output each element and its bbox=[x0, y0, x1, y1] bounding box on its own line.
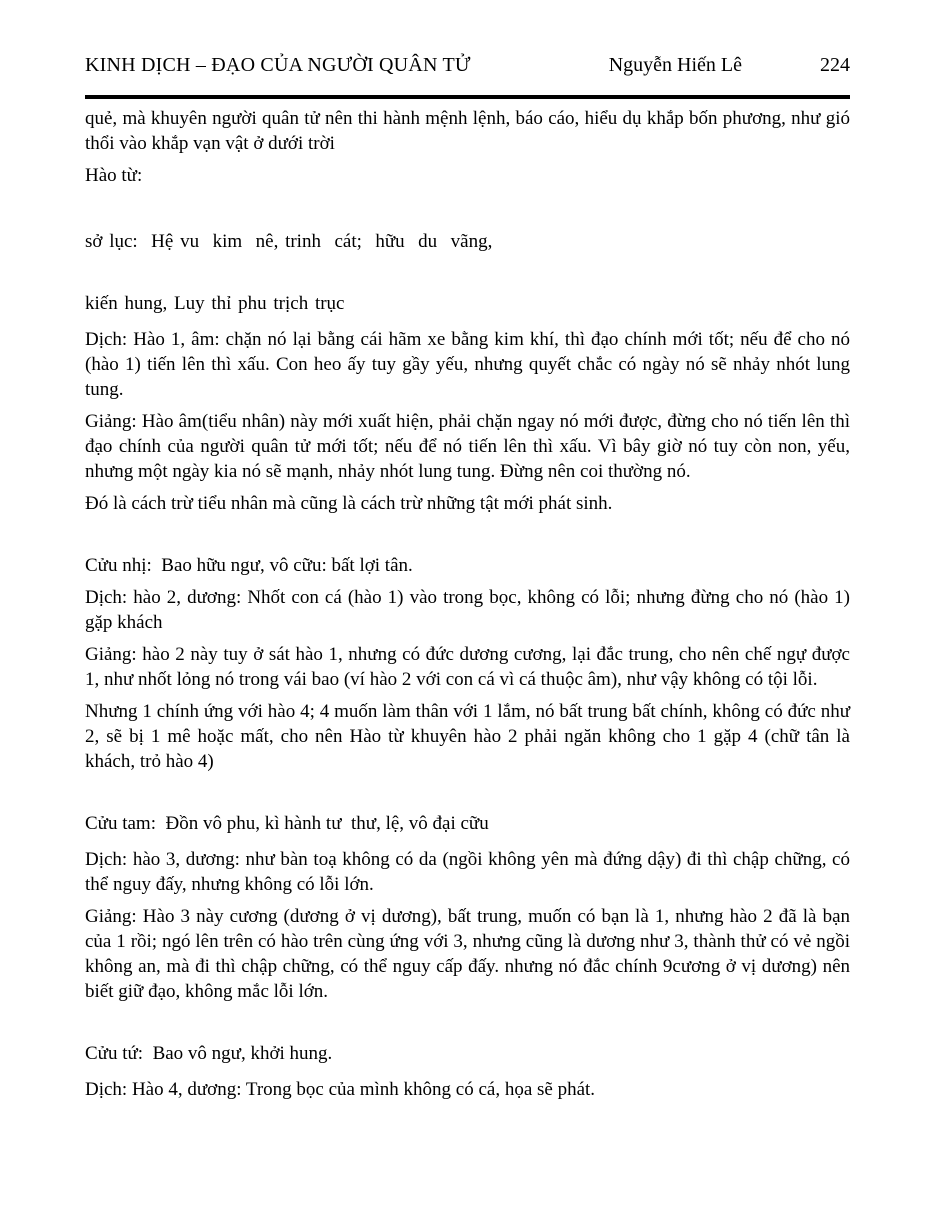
giang-hao-2-continuation: Nhưng 1 chính ứng với hào 4; 4 muốn làm thân với 1 lắm, nó bất trung bất chính, không có đức như 2, sẽ bị 1 mê hoặc mất, cho nên Hào từ khuyên hào 2 phải ngăn không cho 1 gặp 4 (chữ tân là khách, trỏ hào 4) bbox=[85, 701, 850, 772]
book-title: KINH DỊCH – ĐẠO CỦA NGƯỜI QUÂN TỬ bbox=[85, 54, 471, 76]
hao-tu-quote-line-2: kiến hung, Luy thỉ phu trịch trục bbox=[85, 293, 345, 314]
giang-hao-3-paragraph: Giảng: Hào 3 này cương (dương ở vị dương), bất trung, muốn có bạn là 1, nhưng hào 2 đã là bạn của 1 rồi; ngó lên trên có hào trên cùng ứng với 3, nhưng cũng là dương như 3, thành thử có vẻ ngồi không an, mà đi thì chập chững, có thể nguy cấp đấy. nhưng nó đắc chính 9cương ở vị dương) nên biết giữ đạo, không mắc lỗi lớn. bbox=[85, 906, 850, 1002]
dich-hao-3-paragraph: Dịch: hào 3, dương: như bàn toạ không có da (ngồi không yên mà đứng dậy) đi thì chập chững, có thể nguy đấy, nhưng không có lỗi lớn. bbox=[85, 849, 850, 895]
note-paragraph: Đó là cách trừ tiểu nhân mà cũng là cách trừ những tật mới phát sinh. bbox=[85, 493, 613, 514]
hao-tu-quote-line-1: sở lục: Hệ vu kim nê, trinh cát; hữu du vãng, bbox=[85, 231, 493, 252]
header-divider-rule bbox=[85, 95, 850, 99]
hao-tu-label: Hào từ: bbox=[85, 165, 143, 186]
dich-hao-2-paragraph: Dịch: hào 2, dương: Nhốt con cá (hào 1) vào trong bọc, không có lỗi; nhưng đừng cho nó (hào 1) gặp khách bbox=[85, 587, 850, 633]
cuu-tam-heading: Cửu tam: Đồn vô phu, kì hành tư thư, lệ, vô đại cữu bbox=[85, 813, 489, 834]
body-paragraph-continuation: quẻ, mà khuyên người quân tử nên thi hành mệnh lệnh, báo cáo, hiểu dụ khắp bốn phương, như gió thổi vào khắp vạn vật ở dưới trời bbox=[85, 108, 850, 154]
giang-hao-1-paragraph: Giảng: Hào âm(tiểu nhân) này mới xuất hiện, phải chặn ngay nó mới được, đừng cho nó tiến lên thì đạo chính của người quân tử mới tốt; nếu để nó tiến lên thì xấu. Vì bây giờ nó tuy còn non, yếu, nhưng một ngày kia nó sẽ mạnh, nhảy nhót lung tung. Đừng nên coi thường nó. bbox=[85, 411, 850, 482]
author-name: Nguyễn Hiến Lê bbox=[608, 54, 742, 76]
dich-hao-4-paragraph: Dịch: Hào 4, dương: Trong bọc của mình không có cá, họa sẽ phát. bbox=[85, 1079, 596, 1100]
dich-hao-1-paragraph: Dịch: Hào 1, âm: chặn nó lại bằng cái hãm xe bằng kim khí, thì đạo chính mới tốt; nếu để cho nó (hào 1) tiến lên thì xấu. Con heo ấy tuy gầy yếu, nhưng quyết chắc có ngày nó sẽ nhảy nhót lung tung. bbox=[85, 329, 850, 400]
cuu-tu-heading: Cửu tứ: Bao vô ngư, khởi hung. bbox=[85, 1043, 333, 1064]
page-number: 224 bbox=[820, 54, 850, 76]
page-header bbox=[85, 52, 850, 78]
page-body bbox=[85, 106, 850, 1102]
giang-hao-2-paragraph: Giảng: hào 2 này tuy ở sát hào 1, nhưng có đức dương cương, lại đắc trung, cho nên chế ngự được 1, như nhốt lỏng nó trong vái bao (ví hào 2 với con cá vì cá thuộc âm), như vậy không có tội lỗi. bbox=[85, 644, 850, 690]
cuu-nhi-heading: Cửu nhị: Bao hữu ngư, vô cữu: bất lợi tân. bbox=[85, 555, 413, 576]
